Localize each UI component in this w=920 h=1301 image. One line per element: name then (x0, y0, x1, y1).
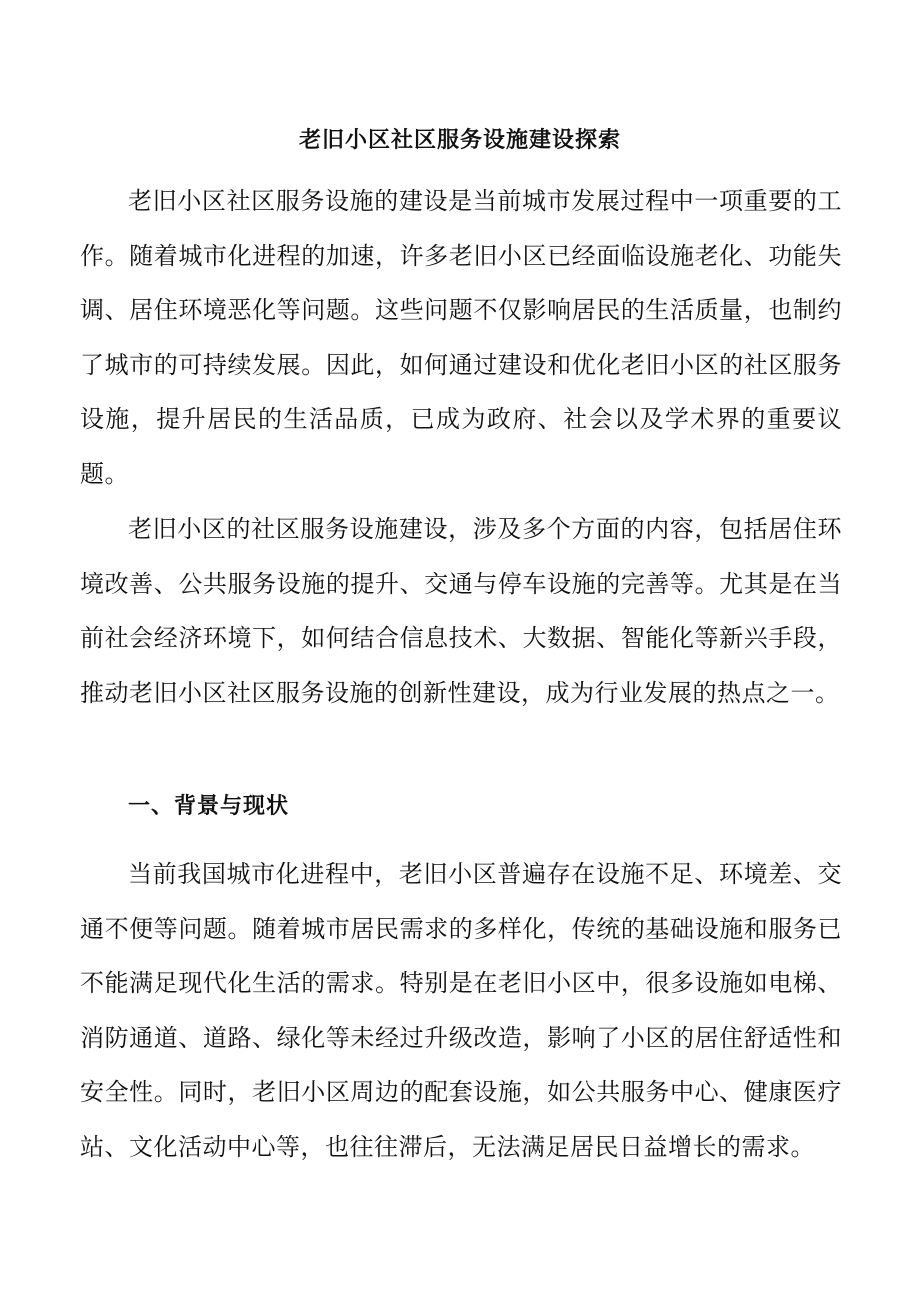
intro-paragraph-2: 老旧小区的社区服务设施建设，涉及多个方面的内容，包括居住环境改善、公共服务设施的提升、交通与停车设施的完善等。尤其是在当前社会经济环境下，如何结合信息技术、大数据、智能化等新兴手段，推动老旧小区社区服务设施的创新性建设，成为行业发展的热点之一。 (80, 515, 842, 707)
section-heading-background: 一、背景与现状 (128, 793, 290, 819)
section-paragraph-1: 当前我国城市化进程中，老旧小区普遍存在设施不足、环境差、交通不便等问题。随着城市居民需求的多样化，传统的基础设施和服务已不能满足现代化生活的需求。特别是在老旧小区中，很多设施如电梯、消防通道、道路、绿化等未经过升级改造，影响了小区的居住舒适性和安全性。同时，老旧小区周边的配套设施，如公共服务中心、健康医疗站、文化活动中心等，也往往滞后，无法满足居民日益增长的需求。 (80, 860, 842, 1161)
intro-paragraph-1: 老旧小区社区服务设施的建设是当前城市发展过程中一项重要的工作。随着城市化进程的加速，许多老旧小区已经面临设施老化、功能失调、居住环境恶化等问题。这些问题不仅影响居民的生活质量，也制约了城市的可持续发展。因此，如何通过建设和优化老旧小区的社区服务设施，提升居民的生活品质，已成为政府、社会以及学术界的重要议题。 (80, 187, 842, 488)
document-title: 老旧小区社区服务设施建设探索 (298, 127, 621, 153)
